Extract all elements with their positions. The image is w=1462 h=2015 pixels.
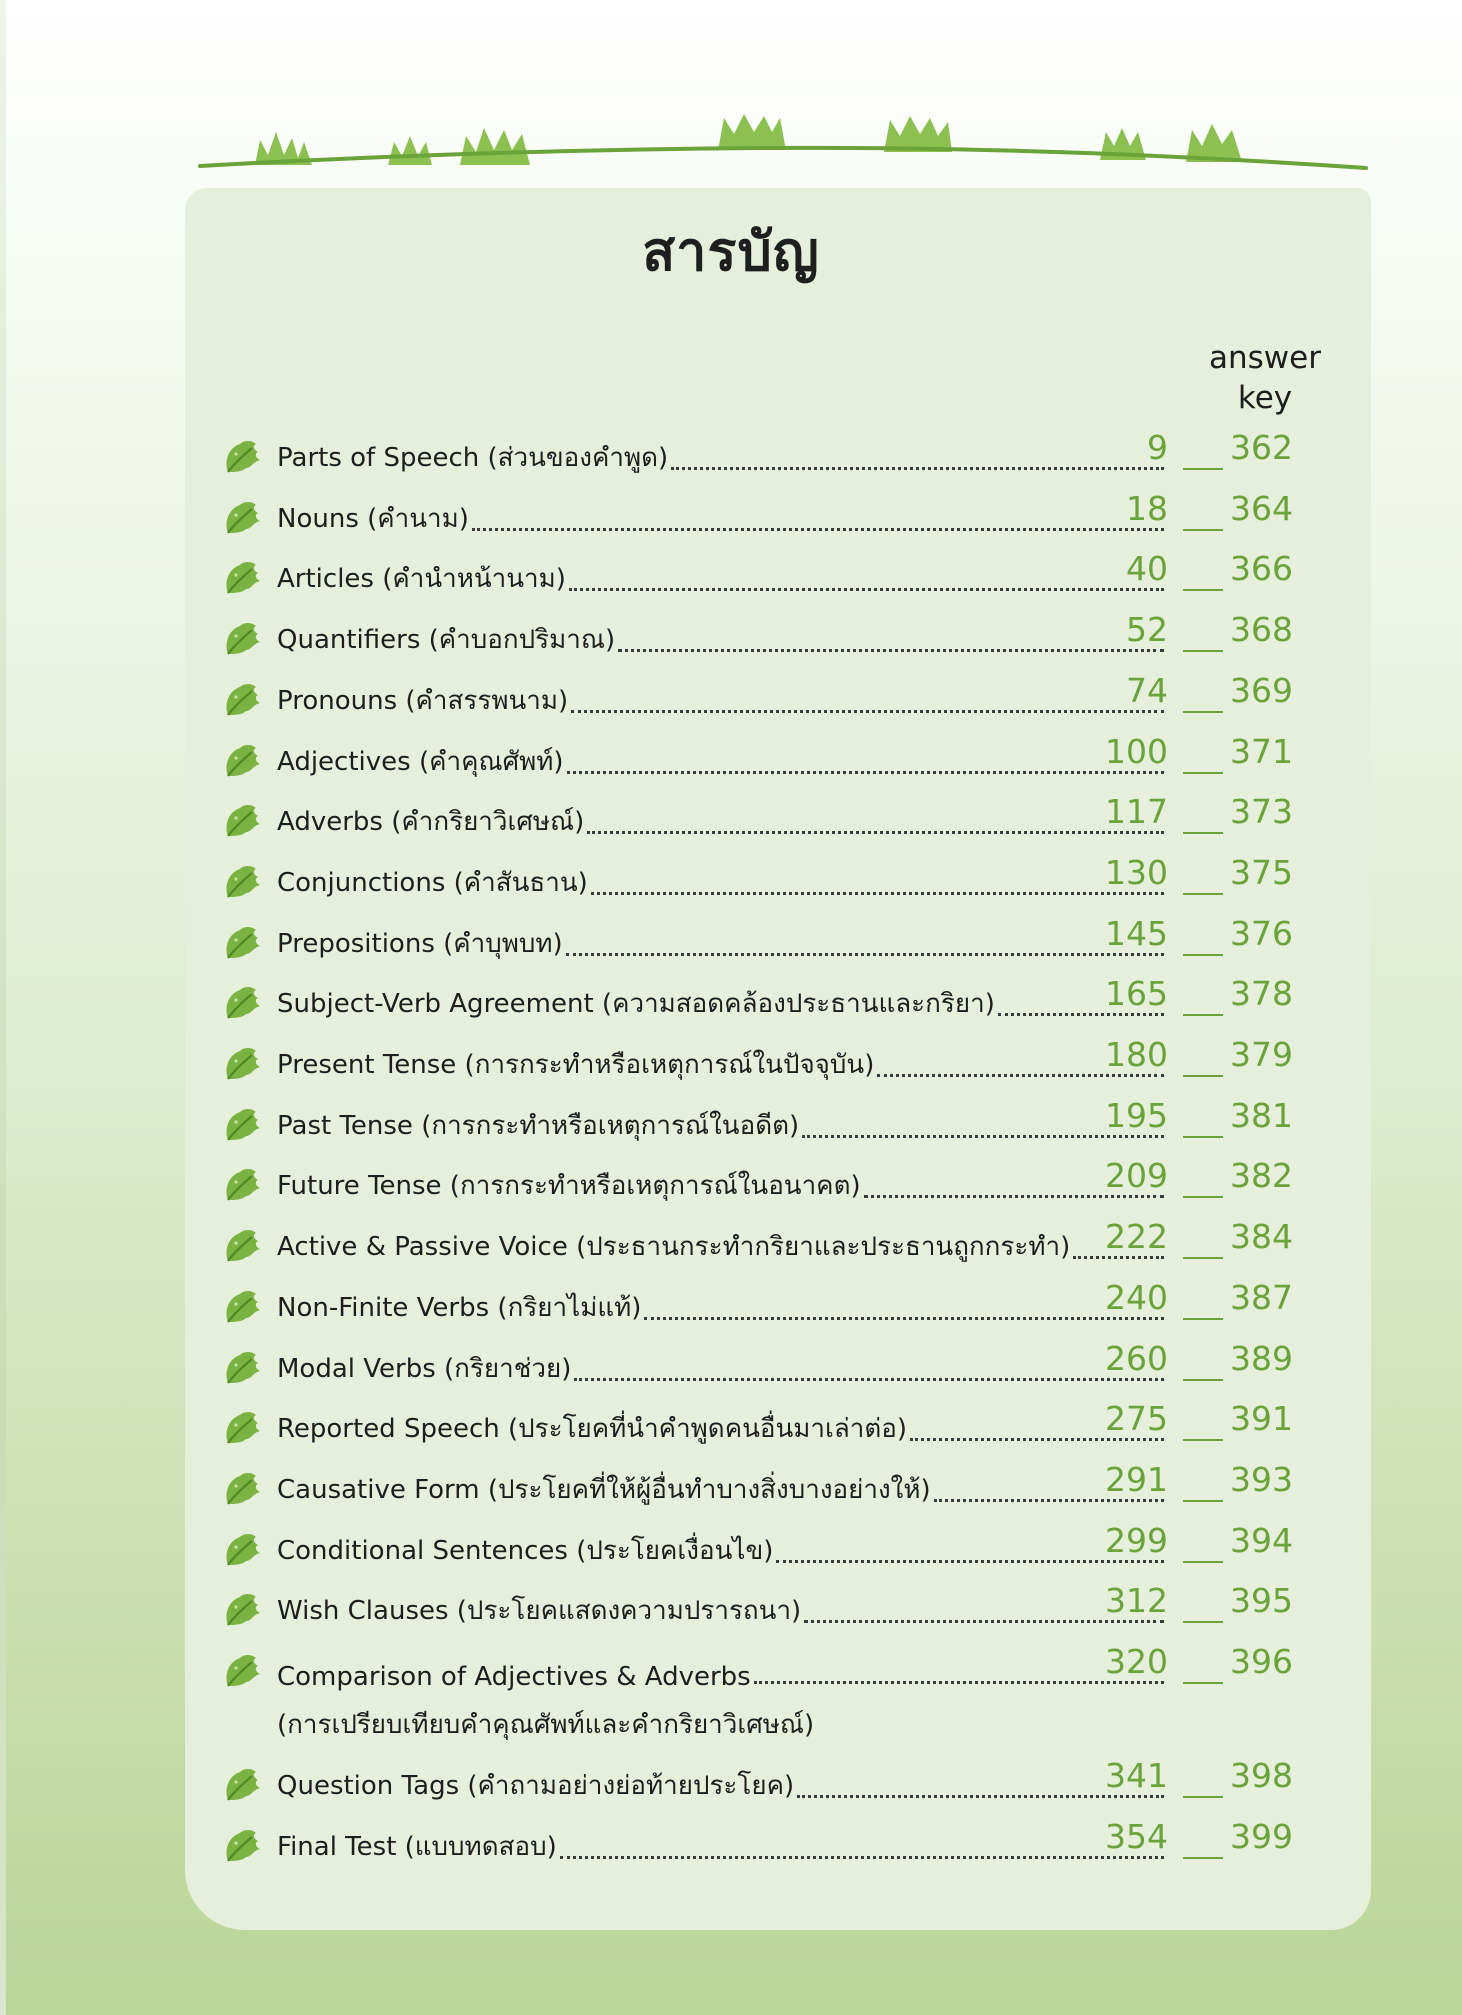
toc-entry	[277, 616, 1167, 660]
toc-item-page-number: 18	[1126, 489, 1168, 528]
toc-item	[0, 914, 1462, 974]
page-separator-line	[1183, 832, 1223, 834]
toc-item	[0, 1217, 1462, 1277]
page-separator-line	[1183, 1075, 1223, 1077]
dot-leader	[591, 892, 1164, 895]
dot-leader	[618, 649, 1164, 652]
leaf-icon	[222, 1531, 262, 1569]
toc-item-page-number: 291	[1105, 1460, 1168, 1499]
toc-item-page-number: 195	[1105, 1096, 1168, 1135]
toc-entry	[277, 1345, 1167, 1389]
toc-item-answer-page: 382	[1230, 1156, 1293, 1195]
toc-item-title: Active & Passive Voice (ประธานกระทำกริยาและประธานถูกกระทำ)	[277, 1232, 1071, 1262]
toc-item	[0, 1581, 1462, 1641]
leaf-icon	[222, 802, 262, 840]
page-separator-line	[1183, 772, 1223, 774]
toc-entry	[277, 1405, 1167, 1449]
leaf-icon	[222, 924, 262, 962]
dot-leader	[864, 1195, 1164, 1198]
toc-item-page-number: 180	[1105, 1035, 1168, 1074]
toc-item-page-number: 222	[1105, 1217, 1168, 1256]
toc-item-title: Non-Finite Verbs (กริยาไม่แท้)	[277, 1293, 642, 1323]
toc-item-page-number: 240	[1105, 1278, 1168, 1317]
toc-item-page-number: 9	[1147, 428, 1168, 467]
toc-item-title: Causative Form (ประโยคที่ให้ผู้อื่นทำบางสิ่งบางอย่างให้)	[277, 1475, 931, 1505]
dot-leader	[877, 1074, 1164, 1077]
toc-entry	[277, 1648, 1167, 1692]
page-separator-line	[1183, 1682, 1223, 1684]
leaf-icon	[222, 559, 262, 597]
toc-entry	[277, 920, 1167, 964]
toc-item-answer-page: 379	[1230, 1035, 1293, 1074]
leaf-icon	[222, 499, 262, 537]
leaf-icon	[222, 1349, 262, 1387]
dot-leader	[1073, 1256, 1164, 1259]
toc-item-page-number: 320	[1105, 1642, 1168, 1681]
answer-key-label-line1: answer	[1209, 340, 1321, 376]
leaf-icon	[222, 438, 262, 476]
page-separator-line	[1183, 1257, 1223, 1259]
toc-item	[0, 1460, 1462, 1520]
page-separator-line	[1183, 1500, 1223, 1502]
toc-item-page-number: 74	[1126, 671, 1168, 710]
page-separator-line	[1183, 954, 1223, 956]
answer-key-header	[1190, 338, 1340, 418]
toc-item	[0, 1339, 1462, 1399]
toc-entry	[277, 555, 1167, 599]
toc-entry	[277, 1527, 1167, 1571]
toc-item-title: Pronouns (คำสรรพนาม)	[277, 686, 569, 716]
leaf-icon	[222, 863, 262, 901]
toc-item-page-number: 260	[1105, 1339, 1168, 1378]
toc-item-answer-page: 398	[1230, 1756, 1293, 1795]
page-title: สารบัญ	[642, 220, 820, 283]
toc-item-answer-page: 371	[1230, 732, 1293, 771]
toc-entry	[277, 1823, 1167, 1867]
toc-item	[0, 549, 1462, 609]
toc-item-page-number: 341	[1105, 1756, 1168, 1795]
dot-leader	[776, 1560, 1164, 1563]
page-separator-line	[1183, 529, 1223, 531]
toc-item-page-number: 130	[1105, 853, 1168, 892]
dot-leader	[671, 467, 1164, 470]
toc-item-title: Adverbs (คำกริยาวิเศษณ์)	[277, 807, 585, 837]
leaf-icon	[222, 1288, 262, 1326]
toc-item-answer-page: 368	[1230, 610, 1293, 649]
toc-item-answer-page: 393	[1230, 1460, 1293, 1499]
toc-item-title: Comparison of Adjectives & Adverbs	[277, 1662, 751, 1692]
leaf-icon	[222, 1227, 262, 1265]
toc-item-title: Quantifiers (คำบอกปริมาณ)	[277, 625, 616, 655]
leaf-icon	[222, 1591, 262, 1629]
toc-entry	[277, 1284, 1167, 1328]
page-separator-line	[1183, 1136, 1223, 1138]
page-separator-line	[1183, 468, 1223, 470]
toc-item-answer-page: 373	[1230, 792, 1293, 831]
dot-leader	[804, 1620, 1164, 1623]
toc-item-answer-page: 396	[1230, 1642, 1293, 1681]
dot-leader	[567, 771, 1164, 774]
toc-item	[0, 1278, 1462, 1338]
toc-item	[0, 853, 1462, 913]
toc-item-title: Prepositions (คำบุพบท)	[277, 929, 563, 959]
toc-entry	[277, 1102, 1167, 1146]
toc-item-title: Modal Verbs (กริยาช่วย)	[277, 1354, 572, 1384]
leaf-icon	[222, 984, 262, 1022]
toc-item-title: Adjectives (คำคุณศัพท์)	[277, 747, 564, 777]
grass-decoration	[0, 0, 1462, 200]
toc-item-page-number: 275	[1105, 1399, 1168, 1438]
toc-item	[0, 1096, 1462, 1156]
toc-item-answer-page: 369	[1230, 671, 1293, 710]
toc-entry	[277, 495, 1167, 539]
toc-item	[0, 1756, 1462, 1816]
toc-item-page-number: 40	[1126, 549, 1168, 588]
toc-item	[0, 1642, 1462, 1740]
dot-leader	[644, 1317, 1164, 1320]
leaf-icon	[222, 1166, 262, 1204]
toc-entry	[277, 1466, 1167, 1510]
toc-entry	[277, 1223, 1167, 1267]
toc-entry	[277, 1762, 1167, 1806]
toc-item-title: Wish Clauses (ประโยคแสดงความปรารถนา)	[277, 1596, 802, 1626]
toc-entry	[277, 1162, 1167, 1206]
toc-item-page-number: 299	[1105, 1521, 1168, 1560]
page-separator-line	[1183, 1014, 1223, 1016]
toc-entry	[277, 798, 1167, 842]
leaf-icon	[222, 681, 262, 719]
toc-item-title: Final Test (แบบทดสอบ)	[277, 1832, 557, 1862]
toc-item	[0, 489, 1462, 549]
dot-leader	[910, 1438, 1164, 1441]
toc-item-answer-page: 387	[1230, 1278, 1293, 1317]
toc-item-title: Conjunctions (คำสันธาน)	[277, 868, 588, 898]
toc-item-title: Nouns (คำนาม)	[277, 504, 469, 534]
toc-item-answer-page: 376	[1230, 914, 1293, 953]
toc-item	[0, 610, 1462, 670]
toc-item-answer-page: 366	[1230, 549, 1293, 588]
leaf-icon	[222, 1470, 262, 1508]
toc-item-answer-page: 399	[1230, 1817, 1293, 1856]
leaf-icon	[222, 620, 262, 658]
page-separator-line	[1183, 1318, 1223, 1320]
toc-item-answer-page: 381	[1230, 1096, 1293, 1135]
toc-item	[0, 1156, 1462, 1216]
page-separator-line	[1183, 1561, 1223, 1563]
toc-item-page-number: 165	[1105, 974, 1168, 1013]
toc-item-answer-page: 364	[1230, 489, 1293, 528]
page-separator-line	[1183, 1796, 1223, 1798]
toc-item-title: Reported Speech (ประโยคที่นำคำพูดคนอื่นมาเล่าต่อ)	[277, 1414, 908, 1444]
toc-entry	[277, 980, 1167, 1024]
toc-item-title: Past Tense (การกระทำหรือเหตุการณ์ในอดีต)	[277, 1111, 800, 1141]
toc-item-answer-page: 362	[1230, 428, 1293, 467]
toc-item-title: Question Tags (คำถามอย่างย่อท้ายประโยค)	[277, 1771, 795, 1801]
dot-leader	[802, 1135, 1164, 1138]
toc-entry	[277, 1041, 1167, 1085]
toc-entry	[277, 859, 1167, 903]
toc-item	[0, 1521, 1462, 1581]
toc-item-page-number: 145	[1105, 914, 1168, 953]
toc-item	[0, 671, 1462, 731]
toc-item-answer-page: 384	[1230, 1217, 1293, 1256]
toc-item-title: Future Tense (การกระทำหรือเหตุการณ์ในอนาคต)	[277, 1171, 861, 1201]
toc-item-title: Articles (คำนำหน้านาม)	[277, 564, 566, 594]
page-separator-line	[1183, 1439, 1223, 1441]
toc-item-answer-page: 375	[1230, 853, 1293, 892]
leaf-icon	[222, 1106, 262, 1144]
leaf-icon	[222, 1652, 262, 1690]
toc-item-answer-page: 378	[1230, 974, 1293, 1013]
toc-item-page-number: 100	[1105, 732, 1168, 771]
dot-leader	[566, 953, 1164, 956]
leaf-icon	[222, 1409, 262, 1447]
toc-item	[0, 792, 1462, 852]
leaf-icon	[222, 1766, 262, 1804]
toc-item-title: Parts of Speech (ส่วนของคำพูด)	[277, 443, 669, 473]
dot-leader	[560, 1856, 1164, 1859]
toc-item-subtitle: (การเปรียบเทียบคำคุณศัพท์และคำกริยาวิเศษณ์)	[277, 1710, 815, 1740]
toc-item-page-number: 52	[1126, 610, 1168, 649]
page-separator-line	[1183, 1379, 1223, 1381]
toc-item-title: Conditional Sentences (ประโยคเงื่อนไข)	[277, 1536, 774, 1566]
toc-item-page-number: 354	[1105, 1817, 1168, 1856]
toc-entry	[277, 738, 1167, 782]
toc-entry	[277, 1587, 1167, 1631]
page-separator-line	[1183, 1857, 1223, 1859]
toc-item-answer-page: 394	[1230, 1521, 1293, 1560]
toc-item	[0, 974, 1462, 1034]
toc-item-page-number: 312	[1105, 1581, 1168, 1620]
dot-leader	[569, 588, 1164, 591]
answer-key-label-line2: key	[1237, 380, 1293, 416]
toc-item	[0, 428, 1462, 488]
toc-entry	[277, 434, 1167, 478]
page-separator-line	[1183, 589, 1223, 591]
toc-item-title: Present Tense (การกระทำหรือเหตุการณ์ในปัจจุบัน)	[277, 1050, 875, 1080]
dot-leader	[754, 1681, 1164, 1684]
toc-entry	[277, 677, 1167, 721]
toc-item-page-number: 209	[1105, 1156, 1168, 1195]
page-separator-line	[1183, 1196, 1223, 1198]
toc-item-title: Subject-Verb Agreement (ความสอดคล้องประธานและกริยา)	[277, 989, 995, 1019]
leaf-icon	[222, 1827, 262, 1865]
toc-item-answer-page: 391	[1230, 1399, 1293, 1438]
toc-item-answer-page: 395	[1230, 1581, 1293, 1620]
dot-leader	[587, 831, 1164, 834]
toc-item	[0, 1035, 1462, 1095]
leaf-icon	[222, 1045, 262, 1083]
page-separator-line	[1183, 650, 1223, 652]
dot-leader	[571, 710, 1164, 713]
toc-item	[0, 732, 1462, 792]
dot-leader	[934, 1499, 1164, 1502]
toc-item	[0, 1399, 1462, 1459]
toc-item	[0, 1817, 1462, 1877]
dot-leader	[797, 1795, 1164, 1798]
page-separator-line	[1183, 1621, 1223, 1623]
toc-item-page-number: 117	[1105, 792, 1168, 831]
page-separator-line	[1183, 711, 1223, 713]
dot-leader	[472, 528, 1164, 531]
page-separator-line	[1183, 893, 1223, 895]
dot-leader	[574, 1378, 1164, 1381]
dot-leader	[998, 1013, 1164, 1016]
toc-item-answer-page: 389	[1230, 1339, 1293, 1378]
leaf-icon	[222, 742, 262, 780]
